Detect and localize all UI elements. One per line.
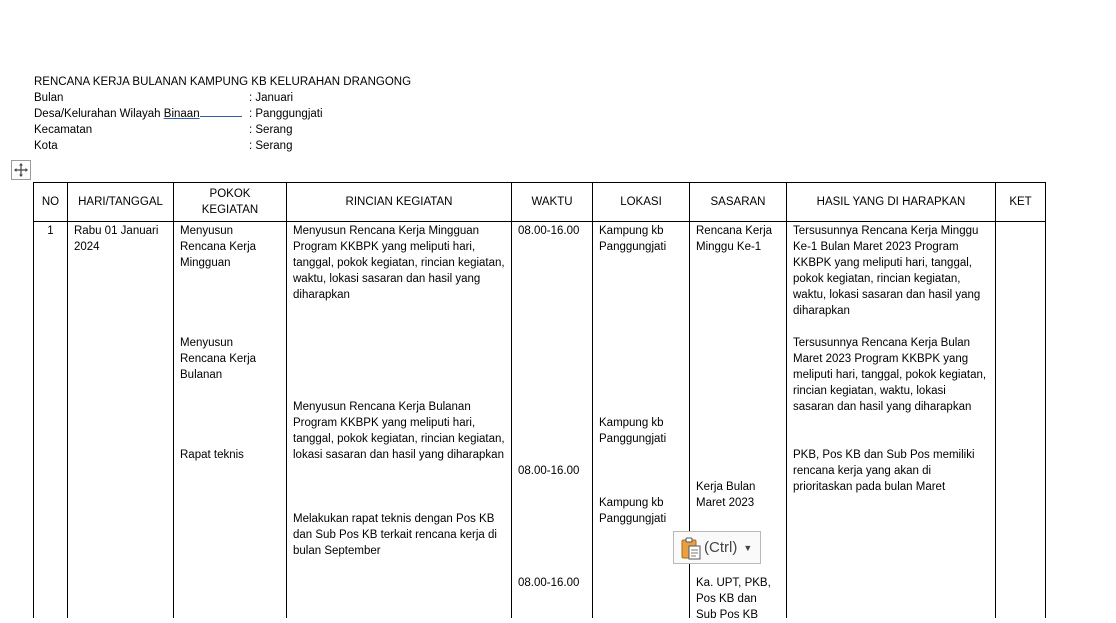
- row-date: Rabu 01 Januari 2024: [74, 225, 159, 253]
- pokok-item: Rapat teknis: [180, 449, 244, 461]
- work-plan-table: [33, 182, 1046, 621]
- spelling-flagged-word[interactable]: Binaan: [163, 108, 200, 120]
- cell-ket[interactable]: [996, 222, 1046, 619]
- col-header-lokasi: LOKASI: [593, 183, 690, 222]
- field-value-kota: : Serang: [249, 140, 293, 152]
- rincian-item: Menyusun Rencana Kerja Mingguan Program KKBPK yang meliputi hari, tanggal, pokok kegiatan, rincian kegiatan, waktu, lokasi sasaran dan hasil yang diharapkan: [293, 225, 505, 301]
- col-header-ket: KET: [996, 183, 1046, 222]
- col-header-date: HARI/TANGGAL: [68, 183, 174, 222]
- pokok-item: Menyusun Rencana Kerja Mingguan: [180, 225, 257, 269]
- hasil-item: Tersusunnya Rencana Kerja Bulan Maret 2023 Program KKBPK yang meliputi hari, tanggal, pokok kegiatan, rincian kegiatan, waktu, lokasi sasaran dan hasil yang diharapkan: [793, 337, 987, 413]
- field-label-desa: Desa/Kelurahan Wilayah Binaan: [34, 106, 242, 122]
- row-number: 1: [47, 225, 54, 237]
- field-value-kecamatan: : Serang: [249, 124, 293, 136]
- cell-no[interactable]: [34, 222, 68, 619]
- sasaran-item: Ka. UPT, PKB, Pos KB dan Sub Pos KB: [696, 577, 771, 621]
- col-header-hasil: HASIL YANG DI HARAPKAN: [787, 183, 996, 222]
- clipboard-icon: [680, 536, 702, 560]
- col-header-waktu: WAKTU: [512, 183, 593, 222]
- hasil-item: Tersusunnya Rencana Kerja Minggu Ke-1 Bulan Maret 2023 Program KKBPK yang meliputi hari, tanggal, pokok kegiatan, rincian kegiatan, waktu, lokasi sasaran dan hasil yang diharapkan: [793, 225, 981, 317]
- paste-options-label: (Ctrl): [704, 539, 738, 556]
- waktu-item: 08.00-16.00: [518, 225, 580, 237]
- hasil-item: PKB, Pos KB dan Sub Pos memiliki rencana kerja yang akan di prioritaskan pada bulan Maret: [793, 449, 975, 493]
- waktu-item: 08.00-16.00: [518, 577, 580, 589]
- underline-space: [200, 106, 242, 117]
- lokasi-item: Kampung kb Panggungjati: [599, 417, 667, 445]
- pokok-item: Menyusun Rencana Kerja Bulanan: [180, 337, 257, 381]
- field-label-kecamatan: Kecamatan: [34, 124, 93, 136]
- cell-pokok[interactable]: [174, 222, 287, 619]
- field-label-bulan: Bulan: [34, 92, 64, 104]
- field-value-desa: : Panggungjati: [249, 108, 323, 120]
- rincian-item: Menyusun Rencana Kerja Bulanan Program KKBPK yang meliputi hari, tanggal, pokok kegiatan, rincian kegiatan, lokasi sasaran dan hasil yang diharapkan: [293, 401, 505, 461]
- sasaran-item: Kerja Bulan Maret 2023: [696, 481, 756, 509]
- cell-hasil[interactable]: [787, 222, 996, 619]
- col-header-no: NO: [34, 183, 68, 222]
- sasaran-item: Rencana Kerja Minggu Ke-1: [696, 225, 773, 253]
- col-header-pokok: POKOK KEGIATAN: [174, 183, 287, 222]
- field-value-bulan: : Januari: [249, 92, 294, 104]
- table-row: [34, 222, 1046, 619]
- rincian-item: Melakukan rapat teknis dengan Pos KB dan Sub Pos KB terkait rencana kerja di bulan September: [293, 513, 497, 557]
- col-header-sasaran: SASARAN: [690, 183, 787, 222]
- table-header-row: [34, 183, 1046, 222]
- document-title: RENCANA KERJA BULANAN KAMPUNG KB KELURAHAN DRANGONG: [34, 76, 412, 88]
- lokasi-item: Kampung kb Panggungjati: [599, 497, 667, 525]
- cell-date[interactable]: [68, 222, 174, 619]
- cell-rincian[interactable]: [287, 222, 512, 619]
- field-label-kota: Kota: [34, 140, 58, 152]
- col-header-rincian: RINCIAN KEGIATAN: [287, 183, 512, 222]
- chevron-down-icon: ▼: [743, 542, 753, 553]
- cell-waktu[interactable]: [512, 222, 593, 619]
- table-move-handle-icon[interactable]: [11, 160, 31, 180]
- lokasi-item: Kampung kb Panggungjati: [599, 225, 667, 253]
- paste-options-button[interactable]: [673, 531, 761, 564]
- waktu-item: 08.00-16.00: [518, 465, 580, 477]
- four-arrow-move-icon: [13, 162, 29, 178]
